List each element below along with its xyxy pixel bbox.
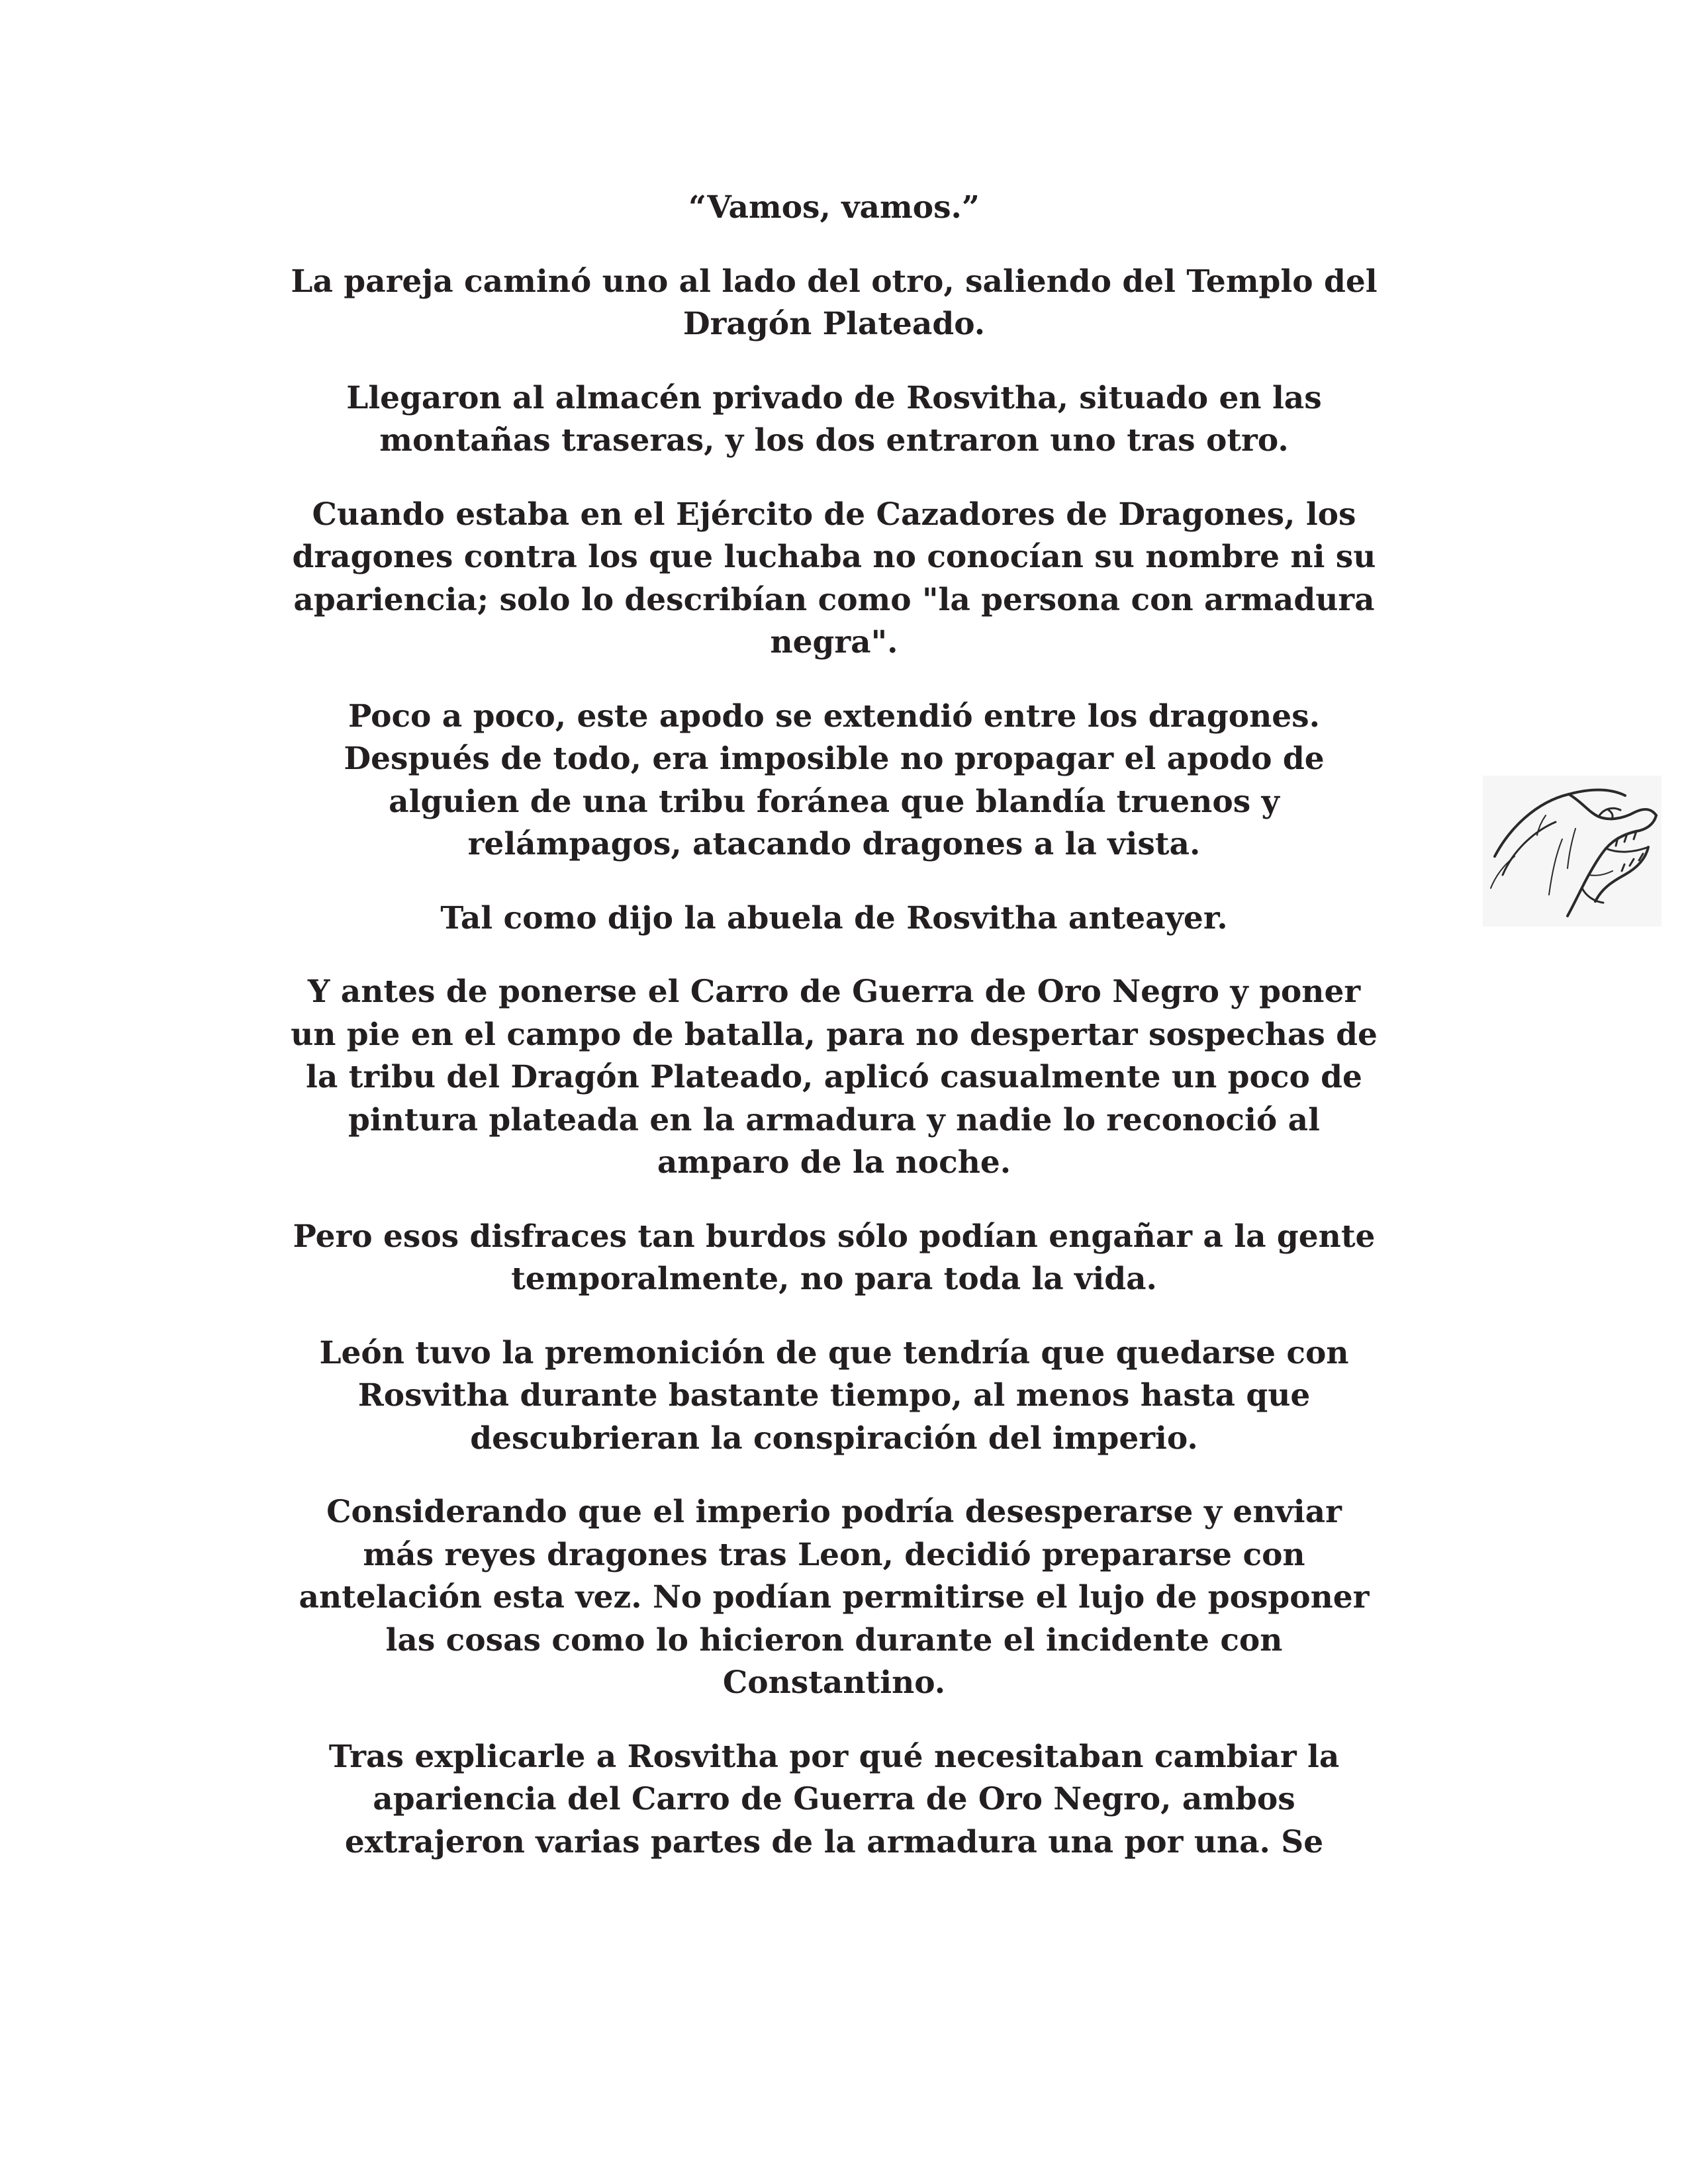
paragraph [218,696,1450,866]
dragon-head-icon [1483,776,1662,927]
paragraph [218,971,1450,1185]
text-line: temporalmente, no para toda la vida. [511,1261,1157,1297]
paragraph [218,897,1450,940]
text-line: Después de todo, era imposible no propagar el apodo de [344,741,1325,777]
paragraph [218,494,1450,664]
text-line: Considerando que el imperio podría desesperarse y enviar [326,1494,1342,1530]
text-line: extrajeron varias partes de la armadura una por una. Se [344,1823,1324,1860]
text-line: Rosvitha durante bastante tiempo, al menos hasta que [357,1377,1311,1414]
paragraph [218,187,1450,230]
text-line: relámpagos, atacando dragones a la vista. [467,826,1201,862]
paragraph [218,1491,1450,1705]
text-line: “Vamos, vamos.” [688,189,980,226]
text-line: Constantino. [722,1664,946,1701]
body-text [218,187,1450,1895]
paragraph [218,261,1450,346]
text-line: las cosas como lo hicieron durante el incidente con [385,1621,1283,1659]
text-line: un pie en el campo de batalla, para no despertar sospechas de [291,1016,1378,1053]
text-line: antelación esta vez. No podían permitirse el lujo de posponer [299,1579,1370,1615]
text-line: Tras explicarle a Rosvitha por qué necesitaban cambiar la [328,1738,1340,1775]
text-line: amparo de la noche. [657,1144,1011,1181]
text-line: pintura plateada en la armadura y nadie lo reconoció al [348,1101,1320,1138]
text-line: negra". [770,624,898,660]
text-line: montañas traseras, y los dos entraron uno tras otro. [379,422,1289,459]
text-line: León tuvo la premonición de que tendría que quedarse con [319,1334,1349,1371]
text-line: Pero esos disfraces tan burdos sólo podían engañar a la gente [293,1218,1376,1255]
paragraph [218,1216,1450,1301]
paragraph [218,1332,1450,1461]
text-line: La pareja caminó uno al lado del otro, saliendo del Templo del [291,263,1378,300]
paragraph [218,377,1450,463]
text-line: alguien de una tribu foránea que blandía truenos y [389,783,1280,820]
text-line: dragones contra los que luchaba no conocían su nombre ni su [292,539,1376,575]
text-line: apariencia del Carro de Guerra de Oro Negro, ambos [373,1781,1295,1817]
text-line: descubrieran la conspiración del imperio. [470,1420,1198,1457]
text-line: Y antes de ponerse el Carro de Guerra de Oro Negro y poner [307,974,1361,1010]
text-line: Dragón Plateado. [682,306,986,342]
paragraph [218,1736,1450,1864]
text-line: Tal como dijo la abuela de Rosvitha anteayer. [440,899,1228,936]
text-line: Llegaron al almacén privado de Rosvitha, situado en las [346,379,1322,416]
text-line: apariencia; solo lo describían como "la persona con armadura [293,581,1375,618]
text-line: la tribu del Dragón Plateado, aplicó casualmente un poco de [306,1059,1362,1095]
text-line: Poco a poco, este apodo se extendió entre los dragones. [348,698,1320,735]
text-line: más reyes dragones tras Leon, decidió prepararse con [363,1536,1305,1573]
text-line: Cuando estaba en el Ejército de Cazadores de Dragones, los [312,496,1356,533]
